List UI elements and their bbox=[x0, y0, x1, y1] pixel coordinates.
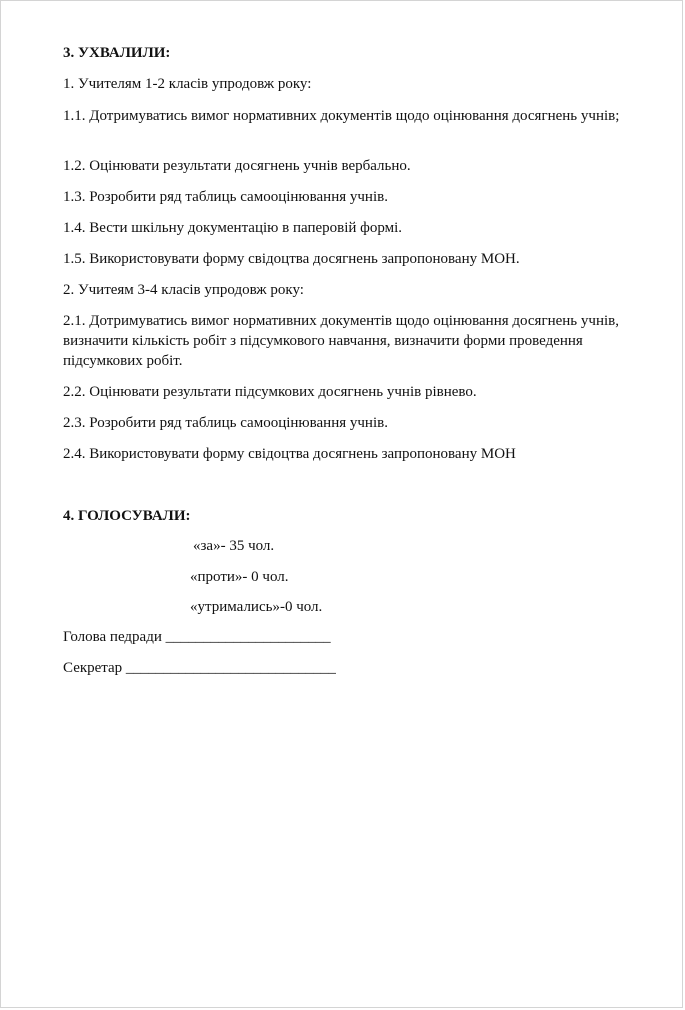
item-2-2: 2.2. Оцінювати результати підсумкових досягнень учнів рівнево. bbox=[63, 384, 477, 400]
vote-abstain: «утримались»-0 чол. bbox=[190, 599, 323, 615]
item-1-4: 1.4. Вести шкільну документацію в паперовій формі. bbox=[63, 220, 403, 236]
secretary-signature-line: Секретар ____________________________ bbox=[63, 660, 336, 676]
item-2-3: 2.3. Розробити ряд таблиць самооцінювання учнів. bbox=[63, 415, 388, 431]
section-4-heading: 4. ГОЛОСУВАЛИ: bbox=[63, 508, 191, 524]
item-1-1: 1.1. Дотримуватись вимог нормативних документів щодо оцінювання досягнень учнів; bbox=[63, 108, 620, 124]
vote-for: «за»- 35 чол. bbox=[193, 538, 275, 554]
item-1-5: 1.5. Використовувати форму свідоцтва досягнень запропоновану МОН. bbox=[63, 251, 520, 267]
chair-signature-line: Голова педради ______________________ bbox=[63, 629, 331, 645]
vote-against: «проти»- 0 чол. bbox=[190, 569, 289, 585]
item-2-4: 2.4. Використовувати форму свідоцтва досягнень запропоновану МОН bbox=[63, 446, 516, 462]
item-1-3: 1.3. Розробити ряд таблиць самооцінювання учнів. bbox=[63, 189, 388, 205]
item-2-1: 2.1. Дотримуватись вимог нормативних документів щодо оцінювання досягнень учнів, визначити кількість робіт з підсумкового навчання, визначити форми проведення підсумкових робіт. bbox=[63, 313, 619, 369]
item-1: 1. Учителям 1-2 класів упродовж року: bbox=[63, 76, 312, 92]
item-1-2: 1.2. Оцінювати результати досягнень учнів вербально. bbox=[63, 158, 411, 174]
item-2: 2. Учитеям 3-4 класів упродовж року: bbox=[63, 282, 304, 298]
section-3-heading: 3. УХВАЛИЛИ: bbox=[63, 45, 171, 61]
